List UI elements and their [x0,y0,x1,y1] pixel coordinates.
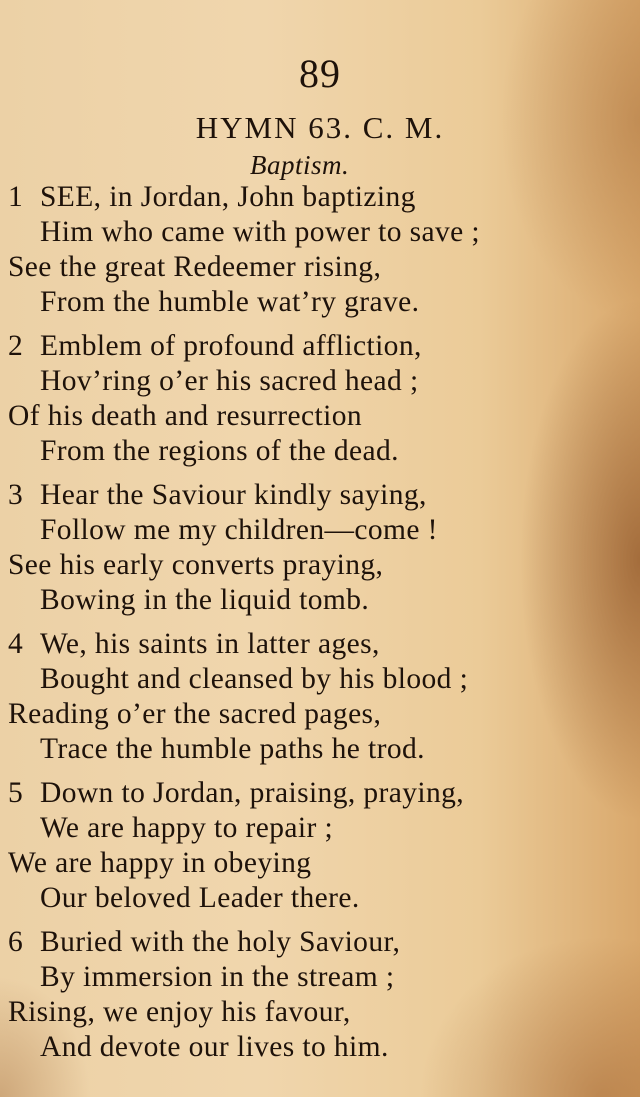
hymn-title: HYMN 63. C. M. [195,110,445,145]
stanza-4 [8,627,633,767]
stanza-number: 6 [8,926,24,958]
stanza-line: Hov’ring o’er his sacred head ; [40,365,419,397]
hymn-stanzas [8,180,633,1074]
stanza-line [8,329,633,364]
line-text: We, his saints in latter ages, [40,628,380,660]
stanza-line: We are happy in obeying [8,847,312,879]
stanza-line: Bought and cleansed by his blood ; [40,663,469,695]
stanza-number: 3 [8,479,24,511]
stanza-line: From the regions of the dead. [40,435,399,467]
stanza-line [8,776,633,811]
hymn-subtitle: Baptism. [250,150,350,180]
stanza-line: And devote our lives to him. [40,1031,389,1063]
stanza-line: Rising, we enjoy his favour, [8,996,351,1028]
stanza-1 [8,180,633,320]
stanza-line: Our beloved Leader there. [40,882,360,914]
line-text: Buried with the holy Saviour, [40,926,401,958]
stanza-line [8,925,633,960]
stanza-number: 5 [8,777,24,809]
line-text: Hear the Saviour kindly saying, [40,479,427,511]
stanza-line: We are happy to repair ; [40,812,334,844]
stanza-line [8,478,633,513]
stanza-6 [8,925,633,1065]
stanza-number: 2 [8,330,24,362]
stanza-number: 4 [8,628,24,660]
stanza-line: See the great Redeemer rising, [8,251,382,283]
stanza-line [8,180,633,215]
stanza-line: From the humble wat’ry grave. [40,286,420,318]
stanza-line: Follow me my children—come ! [40,514,438,546]
stanza-5 [8,776,633,916]
stanza-line: Reading o’er the sacred pages, [8,698,382,730]
stanza-line: Trace the humble paths he trod. [40,733,425,765]
stanza-line: Him who came with power to save ; [40,216,481,248]
line-text: Emblem of profound affliction, [40,330,422,362]
stanza-line: By immersion in the stream ; [40,961,395,993]
stanza-3 [8,478,633,618]
stanza-line: See his early converts praying, [8,549,384,581]
stanza-number: 1 [8,181,24,213]
line-text: SEE, in Jordan, John baptizing [40,181,416,213]
page-number: 89 [299,51,341,96]
stanza-line: Bowing in the liquid tomb. [40,584,370,616]
stanza-line: Of his death and resurrection [8,400,363,432]
stanza-2 [8,329,633,469]
stanza-line [8,627,633,662]
line-text: Down to Jordan, praising, praying, [40,777,465,809]
